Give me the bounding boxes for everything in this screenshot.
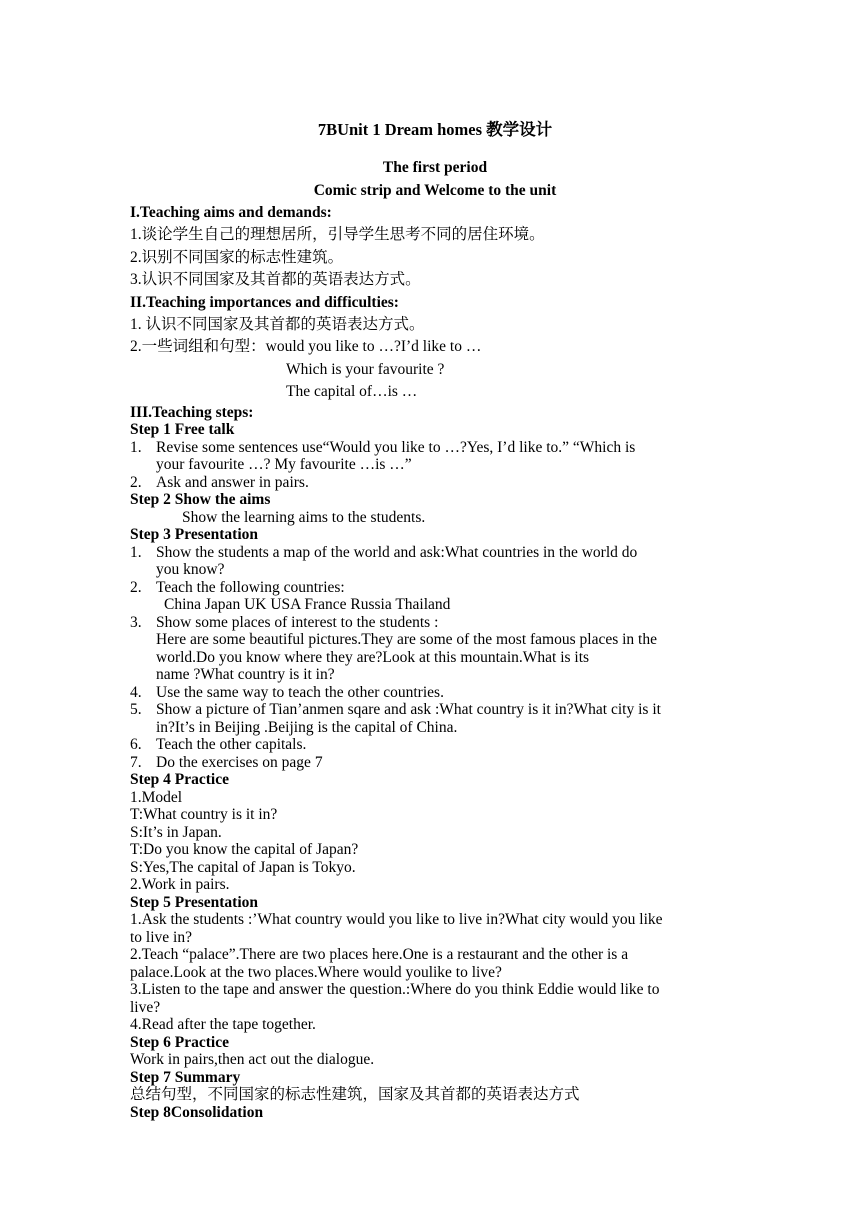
list-number: 2. xyxy=(130,578,142,596)
period-title: The first period xyxy=(382,159,488,176)
step1-item-1-line-2: your favourite …? My favourite …is …” xyxy=(156,456,412,473)
step6-text: Work in pairs,then act out the dialogue. xyxy=(130,1051,375,1068)
sentence-pattern-2: Which is your favourite ? xyxy=(286,360,445,378)
step4-line: S:It’s in Japan. xyxy=(130,823,222,841)
step3-item-3 xyxy=(130,614,740,632)
step2-heading: Step 2 Show the aims xyxy=(130,491,271,508)
step3-item-6-text: Teach the other capitals. xyxy=(156,736,307,753)
steps-heading: III.Teaching steps: xyxy=(130,403,254,421)
step5-line: to live in? xyxy=(130,928,192,946)
step5-line: 3.Listen to the tape and answer the question.:Where do you think Eddie would like to xyxy=(130,981,660,998)
step2-text: Show the learning aims to the students. xyxy=(182,508,426,526)
document-page xyxy=(130,116,740,1121)
step5-line: palace.Look at the two places.Where would youlike to live? xyxy=(130,963,502,981)
step3-item-4 xyxy=(130,684,740,702)
step3-countries: China Japan UK USA France Russia Thailand xyxy=(164,596,451,613)
step3-item-7 xyxy=(130,754,740,772)
step4-line: S:Yes,The capital of Japan is Tokyo. xyxy=(130,858,356,876)
list-number: 6. xyxy=(130,736,142,753)
importances-heading: II.Teaching importances and difficulties: xyxy=(130,293,399,311)
step5-line: live? xyxy=(130,998,161,1016)
step1-item-2 xyxy=(130,474,740,492)
step3-item-2-line-1: Teach the following countries: xyxy=(156,578,345,596)
importances-item-2 xyxy=(130,336,740,359)
step3-item-1 xyxy=(130,544,740,562)
step4-line: T:What country is it in? xyxy=(130,806,278,823)
step3-item-7-text: Do the exercises on page 7 xyxy=(156,753,323,771)
step7-text: 总结句型，不同国家的标志性建筑，国家及其首都的英语表达方式 xyxy=(130,1086,580,1103)
step3-item-3-line-3: world.Do you know where they are?Look at this mountain.What is its xyxy=(156,648,590,666)
step3-item-3-line-4: name ?What country is it in? xyxy=(156,666,335,683)
step3-item-3-line-2: Here are some beautiful pictures.They are some of the most famous places in the xyxy=(156,631,657,648)
step8-heading: Step 8Consolidation xyxy=(130,1103,264,1121)
step1-item-1-line-1: Revise some sentences use“Would you like to …?Yes, I’d like to.” “Which is xyxy=(156,438,636,456)
step7-heading: Step 7 Summary xyxy=(130,1068,241,1086)
importances-item-1: 1. 认识不同国家及其首都的英语表达方式。 xyxy=(130,315,425,333)
step1-item-1 xyxy=(130,439,740,457)
step1-item-2-text: Ask and answer in pairs. xyxy=(156,473,309,491)
step3-item-4-text: Use the same way to teach the other countries. xyxy=(156,683,444,701)
list-number: 5. xyxy=(130,701,142,718)
importances-item-2-prefix: 2.一些词组和句型： xyxy=(130,338,266,355)
step3-item-3-line-1: Show some places of interest to the students : xyxy=(156,613,439,631)
step4-line: T:Do you know the capital of Japan? xyxy=(130,841,359,858)
list-number: 2. xyxy=(130,473,142,491)
step3-item-1-line-2: you know? xyxy=(156,561,225,578)
step3-item-5-line-2: in?It’s in Beijing .Beijing is the capital of China. xyxy=(156,718,458,736)
list-number: 1. xyxy=(130,438,142,456)
aims-heading: I.Teaching aims and demands: xyxy=(130,204,332,221)
step3-item-1-line-1: Show the students a map of the world and ask:What countries in the world do xyxy=(156,543,638,561)
sentence-pattern-1: would you like to …?I’d like to … xyxy=(265,338,482,355)
list-number: 4. xyxy=(130,683,142,701)
step5-line: 2.Teach “palace”.There are two places here.One is a restaurant and the other is a xyxy=(130,946,629,963)
list-number: 7. xyxy=(130,753,142,771)
step3-item-5-line-1: Show a picture of Tian’anmen sqare and ask :What country is it in?What city is it xyxy=(156,701,661,718)
step1-heading: Step 1 Free talk xyxy=(130,421,235,438)
step5-line: 4.Read after the tape together. xyxy=(130,1016,316,1033)
step4-line: 1.Model xyxy=(130,788,183,806)
list-number: 1. xyxy=(130,543,142,561)
document-title: 7BUnit 1 Dream homes 教学设计 xyxy=(317,120,553,139)
step3-heading: Step 3 Presentation xyxy=(130,526,259,543)
step6-heading: Step 6 Practice xyxy=(130,1033,229,1051)
step5-line: 1.Ask the students :’What country would you like to live in?What city would you like xyxy=(130,911,663,928)
step3-item-6 xyxy=(130,736,740,754)
aims-item-1: 1.谈论学生自己的理想居所，引导学生思考不同的居住环境。 xyxy=(130,226,545,243)
step3-item-2 xyxy=(130,579,740,597)
aims-item-2: 2.识别不同国家的标志性建筑。 xyxy=(130,248,344,266)
step3-item-5 xyxy=(130,701,740,719)
step4-line: 2.Work in pairs. xyxy=(130,876,230,893)
lesson-title: Comic strip and Welcome to the unit xyxy=(313,181,557,199)
list-number: 3. xyxy=(130,613,142,631)
aims-item-3: 3.认识不同国家及其首都的英语表达方式。 xyxy=(130,271,421,288)
step5-heading: Step 5 Presentation xyxy=(130,893,259,911)
sentence-pattern-3: The capital of…is … xyxy=(286,383,418,400)
step4-heading: Step 4 Practice xyxy=(130,771,229,788)
